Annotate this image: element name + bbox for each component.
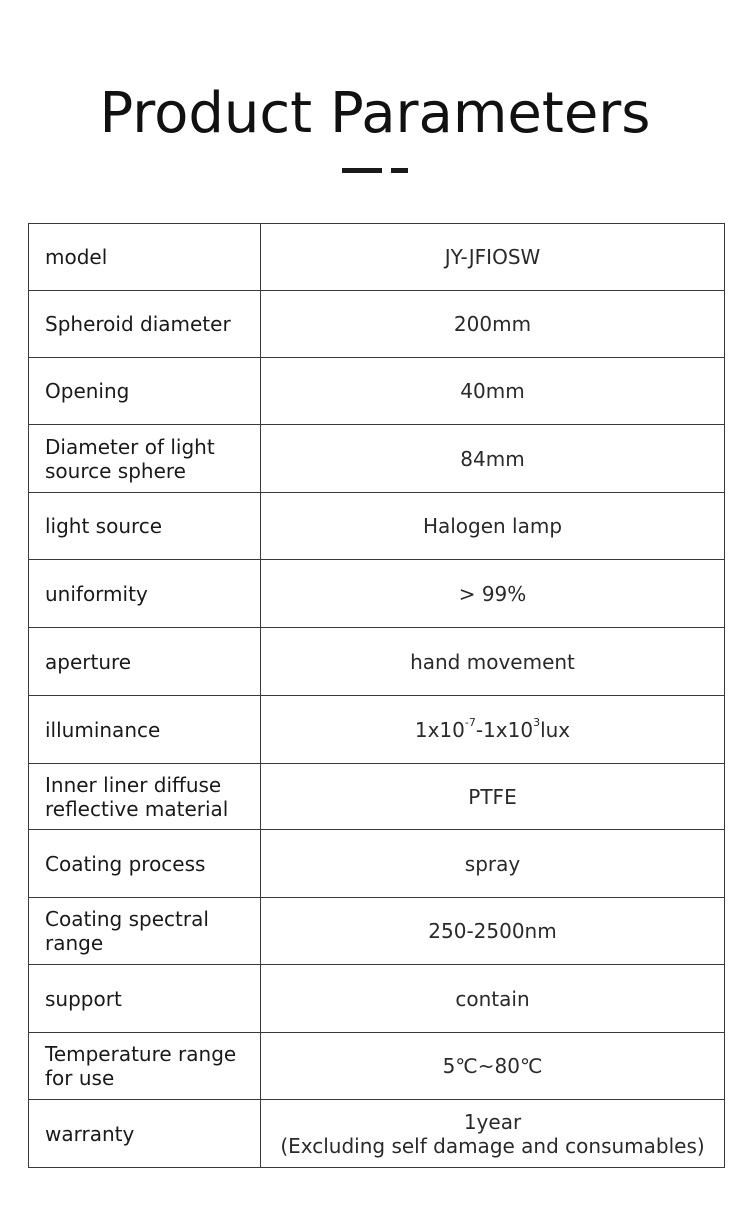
row-label: Spheroid diameter — [29, 291, 261, 358]
row-label: illuminance — [29, 696, 261, 764]
row-value: > 99% — [261, 560, 725, 628]
row-label: Opening — [29, 358, 261, 425]
illuminance-prefix: 1x10 — [414, 717, 465, 742]
row-value: Halogen lamp — [261, 493, 725, 560]
table-row — [29, 224, 725, 291]
table-row — [29, 493, 725, 560]
row-value: spray — [261, 830, 725, 898]
row-label: Coating process — [29, 830, 261, 898]
row-label: Coating spectral range — [29, 898, 261, 965]
table-row — [29, 560, 725, 628]
row-label: Inner liner diffuse reflective material — [29, 764, 261, 830]
row-value: 40mm — [261, 358, 725, 425]
row-value-warranty — [261, 1100, 725, 1168]
table-row — [29, 425, 725, 493]
warranty-note: (Excluding self damage and consumables) — [280, 1133, 705, 1158]
row-value: 200mm — [261, 291, 725, 358]
illuminance-exponent-high: 3 — [533, 715, 541, 729]
row-value: 84mm — [261, 425, 725, 493]
row-value-illuminance — [261, 696, 725, 764]
row-value: JY-JFIOSW — [261, 224, 725, 291]
table-row — [29, 1100, 725, 1168]
row-label: light source — [29, 493, 261, 560]
row-label: Diameter of light source sphere — [29, 425, 261, 493]
row-value: hand movement — [261, 628, 725, 696]
table-row — [29, 358, 725, 425]
illuminance-exponent-low: -7 — [464, 715, 476, 729]
table-row — [29, 696, 725, 764]
row-label: support — [29, 965, 261, 1033]
table-row — [29, 764, 725, 830]
row-value: PTFE — [261, 764, 725, 830]
illuminance-unit: lux — [540, 717, 571, 742]
row-label: Temperature range for use — [29, 1033, 261, 1100]
table-row — [29, 291, 725, 358]
table-row — [29, 628, 725, 696]
parameters-table — [28, 223, 725, 1168]
table-row — [29, 898, 725, 965]
title-divider-long — [342, 168, 382, 173]
row-value: 250-2500nm — [261, 898, 725, 965]
title-divider-short — [391, 168, 408, 173]
row-value: 5℃~80℃ — [261, 1033, 725, 1100]
table-row — [29, 1033, 725, 1100]
warranty-term: 1year — [463, 1109, 522, 1134]
row-label: aperture — [29, 628, 261, 696]
row-label: warranty — [29, 1100, 261, 1168]
illuminance-mid: -1x10 — [475, 717, 534, 742]
page-title: Product Parameters — [99, 81, 651, 146]
row-label: model — [29, 224, 261, 291]
table-row — [29, 965, 725, 1033]
row-value: contain — [261, 965, 725, 1033]
row-label: uniformity — [29, 560, 261, 628]
table-row — [29, 830, 725, 898]
